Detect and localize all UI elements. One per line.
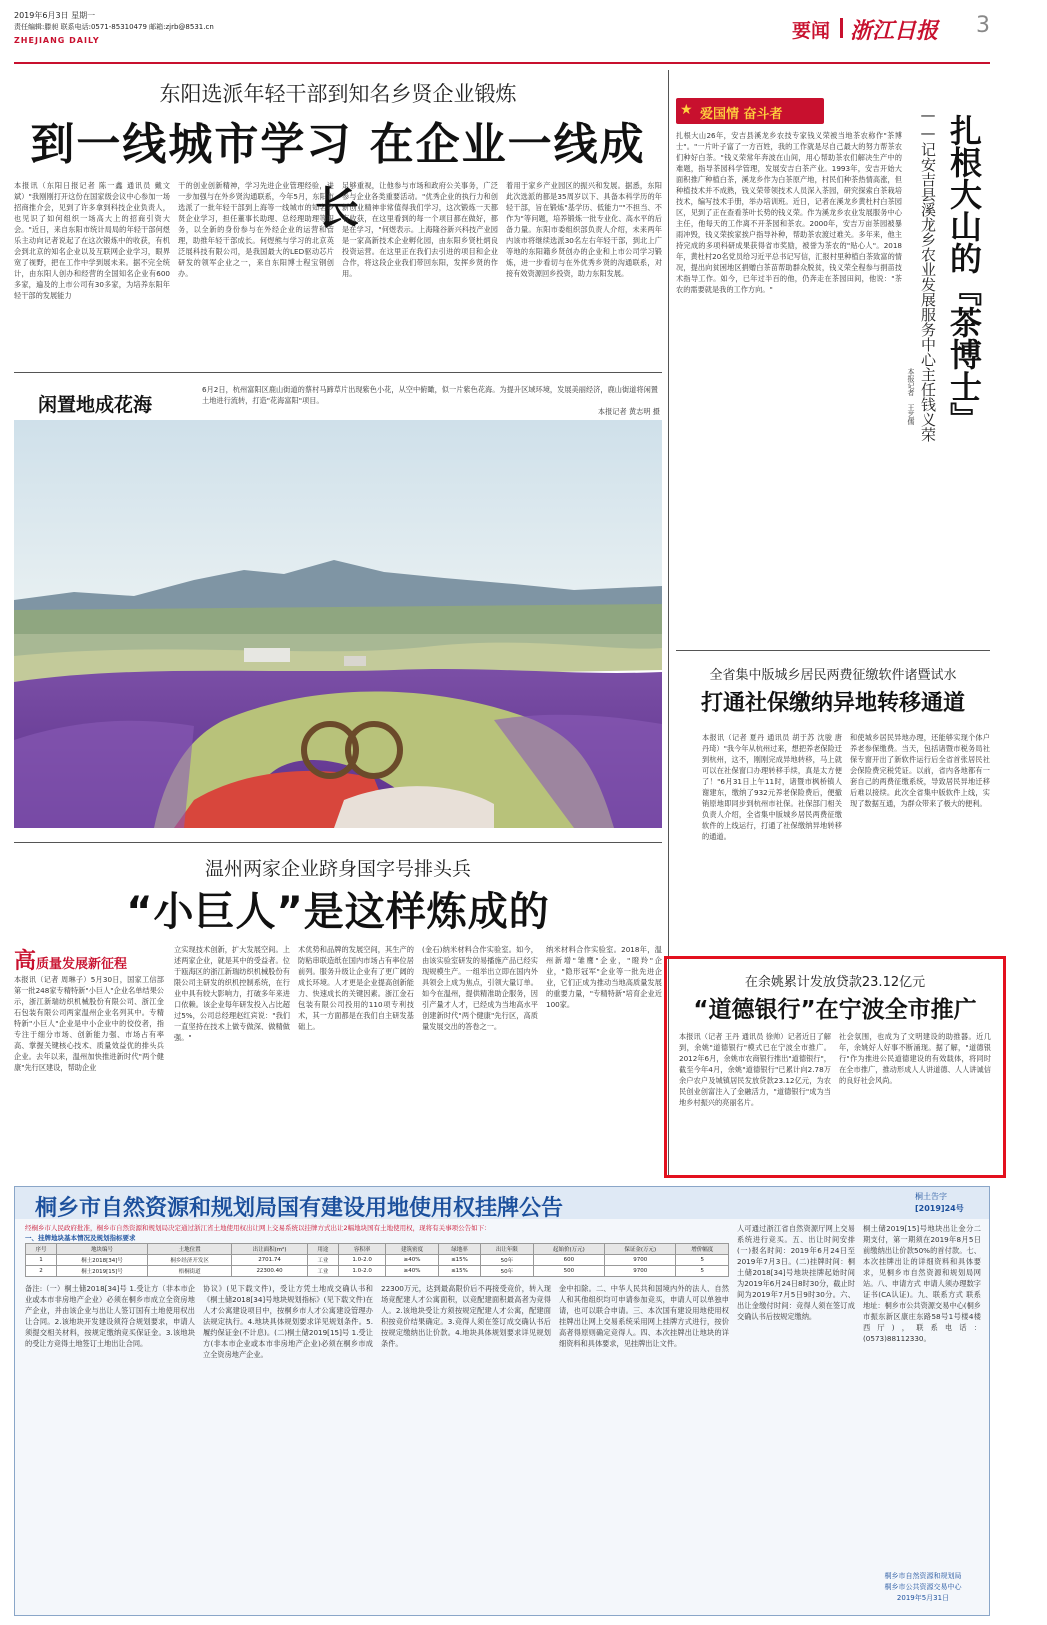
table-row [26,1255,729,1266]
top-col-3: 足够重视，让他参与市场和政府公关事务，广泛参与企业各类重要活动。"优秀企业的执行力和创新创业精神非常值得我们学习，这次锻炼一天都有收获，在这里看到的每一个项目都在做好，都是在学习，"何煜表示。上海隆谷新兴科技产业园是一家高新技术企业孵化园，由东阳乡贤杜炳良投资运营。在这里正在我们去引进的项目和企业合作，将这段企业我们带回东阳，发挥乡贤的作用。 [342,181,498,278]
table-header: 序号 [26,1244,57,1255]
section-label: 要闻 [792,20,831,42]
box-body [679,1031,991,1173]
land-notice [14,1186,990,1616]
right-top-subhead: ——记安吉县溪龙乡农业发展服务中心主任钱义荣 [919,106,937,442]
right-mid-kicker: 全省集中版城乡居民两费征缴软件诸暨试水 [709,668,957,683]
table-cell: 9700 [605,1266,676,1277]
table-header-row [26,1244,729,1255]
notice-section-1: 一、挂牌地块基本情况及规划指标要求 [25,1234,136,1242]
masthead-rule [14,62,990,64]
notice-title: 桐乡市自然资源和规划局国有建设用地使用权挂牌公告 [35,1196,564,1221]
notice-col-1: 备注:（一）桐土储2018[34]号 1.受让方（非本市企业或本市非房地产企业）必须在桐乡市成立全资房地产企业，并由该企业与出让人签订国有土地使用权出让合同。2.该地块开发建设须符合规划要求，申请人须提交相关材料，按规定缴纳竞买保证金。3.该地块的受让方竞得土地签订土地出让合同。 [25,1284,195,1348]
right-top-article [676,68,990,644]
page-number: 3 [976,13,990,38]
right-mid-article [676,654,990,950]
mid-headline: “小巨人”是这样炼成的 [126,889,550,935]
right-mid-col-2: 和使城乡居民异地办理，还能够实现个体户养老参保缴费。当天，包括诸暨市税务局社保专窗开出了新软件运行后全省首张居民社会保险费完税凭证。以前，省内各地都有一套自己的两费征缴系统，导致居民异地迁移后难以接续。此次全省集中版软件上线，实现了数据互通，为群众带来了极大的便利。 [850,733,990,808]
table-header: 地块编号 [57,1244,148,1255]
feature-tag [676,98,824,124]
land-table [25,1243,729,1277]
top-col-1: 本报讯（东阳日报记者 陈一鑫 通讯员 戴文斌）"我刚刚打开这份在国家级会议中心参加一场招商推介会，见到了许多拿到科技企业负责人，也见识了如何组织一场高大上的招商引资大会。"近日，来自东阳市统计局局的年轻干部何煜乐主动向记者说起了在这次锻炼中的收获，有机会到北京的知名企业以及互联网企业学习，眼界宽了视野，把在工作中学到展未来。据不完全统计，由东阳人创办和经营的全国知名企业有600多家，遍及的上市公司有30多家，为培养东阳年轻干部的发展能力 [14,181,170,300]
table-cell: 梧桐街道 [147,1266,231,1277]
notice-signoff [861,1571,985,1604]
mid-col-1: 本报讯（记者 周琳子）5月30日，国家工信部第一批248家专精特新"小巨人"企业名单结果公示，浙江新瑞纺织机械股份有限公司、浙江金石包装有限公司两家温州企业名列其中。专精特新"小巨人"企业是中小企业中的佼佼者，指专注于细分市场、创新能力强、市场占有率高、掌握关键核心技术、质量效益优的排头兵企业。去年以来，温州加快推进新时代"两个健康"先行区建设，帮助企业 [14,975,164,1072]
notice-body-right [737,1223,981,1563]
top-kicker: 东阳选派年轻干部到知名乡贤企业锻炼 [159,82,517,106]
highlight-box [664,956,1006,1178]
table-header: 保证金(万元) [605,1244,676,1255]
mid-body [174,944,662,1182]
table-header: 建筑密度 [386,1244,438,1255]
mid-rule [14,842,662,843]
mid-article [14,846,662,1184]
table-header: 容积率 [338,1244,386,1255]
table-cell: 2 [26,1266,57,1277]
notice-col-4: 金中扣除。二、中华人民共和国境内外的法人、自然人和其他组织均可申请参加竞买，申请人可以单独申请，也可以联合申请。三、本次国有建设用地使用权挂牌出让网上交易系统采用网上挂牌方式进行，按价高者得原则确定竞得人。四、本次挂牌出让地块的详细资料和具体要求，见挂牌出让文件。 [559,1284,729,1348]
notice-col-5: 人可通过浙江省自然资源厅网上交易系统进行竞买。五、出让时间安排 (一)报名时间：2019年6月24日至2019年7月3日。(二)挂牌时间：桐土储2018[34]号地块挂牌起始时间为2019年6月24日8时30分，截止时间为2019年7月5日9时30分。六、出让金缴付时间：竞得人须在签订成交确认书后按规定缴纳。 [737,1224,855,1321]
table-cell: 1.0-2.0 [338,1266,386,1277]
table-cell: 工业 [307,1266,338,1277]
notice-number: [2019]24号 [915,1204,964,1213]
notice-label: 桐土告字 [915,1192,947,1201]
editors-line: 责任编辑:滕昶 联系电话:0571-85310479 邮箱:zjrb@8531.cn [14,23,214,31]
box-col-2: 社会氛围，也成为了文明建设的助推器。近几年，余姚好人好事不断涌现。据了解，"道德银行"作为推进公民道德建设的有效载体，将同时在全市推广，推动形成人人讲道德、人人讲诚信的良好社会风尚。 [839,1032,991,1085]
photo-section [14,376,662,828]
notice-intro: 经桐乡市人民政府批准，桐乡市自然资源和规划局决定通过浙江省土地使用权出让网上交易系统以挂牌方式出让2幅地块国有土地使用权，现将有关事项公告如下： [25,1224,491,1232]
table-cell: 5 [676,1266,729,1277]
notice-title-band [15,1187,989,1219]
right-mid-col-1: 本报讯（记者 夏丹 通讯员 胡于苏 沈骏 唐丹琦）"我今年从杭州过来，想把养老保险迁到杭州，这不，刚刚完成异地转移，马上就可以在社保窗口办理转移手续，真是太方便了！"6月31日上午11时，诸暨市枫桥镇人谢建东，缴纳了932元养老保险费后，便撤销原地即同步到杭州市社保。社保部门相关负责人介绍，全省集中版城乡居民两费征缴软件的上线运行，打通了社保缴纳异地转移的通道。 [702,733,842,841]
paper-en: ZHEJIANG DAILY [14,36,100,45]
table-cell: 工业 [307,1255,338,1266]
notice-col-3: 22300万元，达到最高限价后不再接受竞价，转入现场竞配建人才公寓面积，以竞配建面积最高者为竞得人。2.该地块受让方须按规定配建人才公寓，配建面积按竞价结果确定。3.竞得人须在签订成交确认书后按规定缴纳出让价款。4.地块具体规划要求详见规划条件。 [381,1284,551,1348]
notice-col-6: 桐土储2019[15]号地块出让金分二期支付，第一期须在2019年8月5日前缴纳出让价款50%的首付款。七、本次挂牌出让的详细资料和具体要求，见桐乡市自然资源和规划局网站。八、申请方式 申请人须办理数字证书(CA认证)。九、联系方式 联系地址：桐乡市公共资源交易中心(桐乡市振东新区康庄东路58号1号楼4楼西厅)，联系电话：(0573)88112330。 [863,1224,981,1343]
right-mid-rule [676,650,990,651]
table-cell: 桐土2018[34]号 [57,1255,148,1266]
table-header: 起始价(万元) [533,1244,604,1255]
table-cell: ≤15% [438,1255,480,1266]
flower-field-photo [14,420,662,828]
top-article [14,68,662,360]
right-top-byline: 本报记者 王艺儒 [907,368,915,425]
photo-credit: 本报记者 黄志明 摄 [597,407,660,416]
divider-bar [840,18,843,38]
right-top-body: 扎根大山26年，安吉县溪龙乡农技专家钱义荣被当地茶农称作"茶博士"。"一片叶子富了一方百姓，我的工作就是尽自己最大的努力帮茶农们种好白茶。"钱义荣常年奔波在山间，用心帮助茶农们解决生产中的难题，指导茶园科学管理，发展安吉白茶产业。1993年，安吉开始大面积推广种植白茶，溪龙乡作为白茶原产地，村民们种茶热情高涨，但种植技术并不成熟，钱义荣带领技术人员深入茶园，研究探索白茶栽培技术，编写技术手册，举办培训班。近日，记者在溪龙乡黄杜村白茶园区，见到了正在查看茶叶长势的钱义荣。作为溪龙乡农业发展服务中心主任，他每天的工作离不开茶园和茶农。2000年，安吉万亩茶园被暴雨冲毁，钱义荣挨家挨户指导补种，帮助茶农渡过难关。多年来，他主持完成的多项科研成果获得省市奖励，被誉为茶农的"贴心人"。2018年，黄杜村20名党员给习近平总书记写信，汇报村里种植白茶致富的情况，提出向贫困地区捐赠白茶苗帮助群众脱贫，钱义荣全程参与捐苗技术指导工作。如今，已年过半百的他，仍奔走在茶园田间，他说："茶农的需要就是我的工作方向。" [676,131,902,294]
table-cell: 1 [26,1255,57,1266]
table-cell: ≤15% [438,1266,480,1277]
signoff-date: 2019年5月31日 [896,1594,950,1602]
signoff-bureau: 桐乡市自然资源和规划局 [884,1572,962,1580]
masthead [14,8,1033,62]
signoff-center: 桐乡市公共资源交易中心 [884,1583,962,1591]
mid-col-2: 立实现技术创新，扩大发展空间。上述两家企业，就是其中的受益者。位于瓯海区的浙江新瑞纺织机械股份有限公司主研发的织机控制系统，在行业中具有较大影响力，打破多年来进口依赖。该企业每年研发投入占比超过5%，公司总经理赵红宾说："我们一直坚持在技术上做专做深、做精做强。" [174,945,290,1042]
box-kicker: 在余姚累计发放贷款23.12亿元 [744,975,926,990]
star-icon: ★ [680,102,693,118]
top-headline: 到一线城市学习 在企业一线成长 [30,119,646,234]
table-header: 出让面积(m²) [232,1244,307,1255]
table-cell: ≥40% [386,1266,438,1277]
table-cell: 2701.74 [232,1255,307,1266]
badge-text: 质量发展新征程 [36,957,128,972]
right-mid-headline: 打通社保缴纳异地转移通道 [700,691,965,716]
mid-col-4: (金石)纳米材料合作实验室。如今，由该实验室研发的易播施产品已经实现规模生产。一组举出立即在国内外具领会上成为焦点，引领大量订单。如今在温州，提供精准助企服务，因引产量才人才，已经成为当地高水平创建新时代"两个健康"先行区，高质量发展交出的答卷之一。 [422,945,538,1031]
right-top-headline: 扎根大山的『茶博士』 [945,114,983,434]
mid-kicker: 温州两家企业跻身国字号排头兵 [204,858,471,880]
photo-title: 闲置地成花海 [38,394,153,416]
mid-col-3: 术优势和品牌的发展空间，其生产的防粘串联造纸在国内市场占有率位居前列。服务升级让企业有了更广阔的成长环境。人才更是企业提高创新能力、快速成长的关键因素。浙江金石包装有限公司投用的110项专利技术，其一方面都是在我们自主研发基础上。 [298,945,414,1031]
table-header: 土地位置 [147,1244,231,1255]
table-cell: ≥40% [386,1255,438,1266]
table-cell: 1.0-2.0 [338,1255,386,1266]
table-cell: 5 [676,1255,729,1266]
table-header: 出让年限 [481,1244,533,1255]
landscape-image [14,420,662,828]
mid-col-5: 纳米材料合作实验室。2018年，温州新增"雏鹰"企业，"瞪羚"企业，"隐形冠军"企业等一批先进企业，它们正成为推动当地高质量发展的重要力量，"专精特新"培育企业近100家。 [546,945,662,1009]
box-col-1: 本报讯（记者 王丹 通讯员 徐帅）记者近日了解到，余姚"道德银行"模式已在宁波全市推广。2012年6月，余姚市农商银行推出"道德银行"，截至今年4月，余姚"道德银行"已累计向2.78万余户农户及城镇居民发放贷款23.12亿元，为农民创业创富注入了金融活力，"道德银行"成为当地乡村振兴的亮丽名片。 [679,1032,831,1107]
table-row [26,1266,729,1277]
table-header: 增价幅度 [676,1244,729,1255]
mid-column-badge [14,944,164,974]
top-col-4: 着用于家乡产业园区的振兴和发展。据悉，东阳此次选派的都是35周岁以下、具备本科学历的年轻干部，旨在锻炼"基学历、低能力""不担当、不作为"等问题，培养锻炼一批专业化、高水平的后备力量。东阳市委组织部负责人介绍，未来两年内该市将继续选派30名左右年轻干部，到北上广等地的东阳籍乡贤创办的企业和上市公司学习锻炼，进一步看切与在外优秀乡贤的沟通联系，对接有效资源回乡投资，助力东阳发展。 [506,181,662,278]
table-header: 用途 [307,1244,338,1255]
top-col-2: 干的创业创新精神，学习先进企业管理经验，进一步加强与在外乡贤沟通联系，今年5月，东阳市选派了一批年轻干部到上海等一线城市的知名乡贤企业学习，担任董事长助理、总经理助理等职务，以全新的身份参与在外经企业的运营和管理，助推年轻干部成长。何煜熊与学习的北京英泛展科技有限公司，是我国最大的LED驱动芯片研发的领军企业之一，来自东阳博士程宝钢创办。 [178,181,334,278]
table-cell: 50年 [481,1255,533,1266]
top-body [14,180,662,358]
photo-rule [14,372,662,373]
right-mid-body [702,732,990,946]
paper-logo: 浙江日报 [850,18,939,44]
notice-body-left [25,1283,729,1609]
land-table-wrap [25,1243,729,1277]
box-headline: “道德银行”在宁波全市推广 [693,997,977,1023]
table-cell: 桐土2019[15]号 [57,1266,148,1277]
table-cell: 500 [533,1266,604,1277]
table-cell: 50年 [481,1266,533,1277]
notice-col-2: 协议》(见下载文件)，受让方凭土地成交确认书和《桐土储2018[34]号地块规划指标》(见下载文件)在人才公寓建设项目中，按桐乡市人才公寓建设管理办法规定执行。4.地块具体规划要求详见规划条件。5.履约保证金(不计息)。(二)桐土储2019[15]号 1.受让方(非本市企业或本市非房地产企业)必须在桐乡市成立全资房地产企业。 [203,1284,373,1359]
table-cell: 22300.40 [232,1266,307,1277]
table-cell: 600 [533,1255,604,1266]
feature-tag-label: 爱国情 奋斗者 [700,107,783,122]
photo-caption: 6月2日，杭州富阳区鹿山街道的蔡村马蹄草片出现紫色小花，从空中俯瞰，似一片紫色花海。为提升区域环境，发展美丽经济，鹿山街道将闲置土地进行流转，打造"花海富阳"项目。 [202,385,658,405]
date-line: 2019年6月3日 星期一 [14,11,96,20]
table-header: 绿地率 [438,1244,480,1255]
table-cell: 9700 [605,1255,676,1266]
badge-big-char: 高 [14,948,37,974]
table-cell: 桐乡经济开发区 [147,1255,231,1266]
